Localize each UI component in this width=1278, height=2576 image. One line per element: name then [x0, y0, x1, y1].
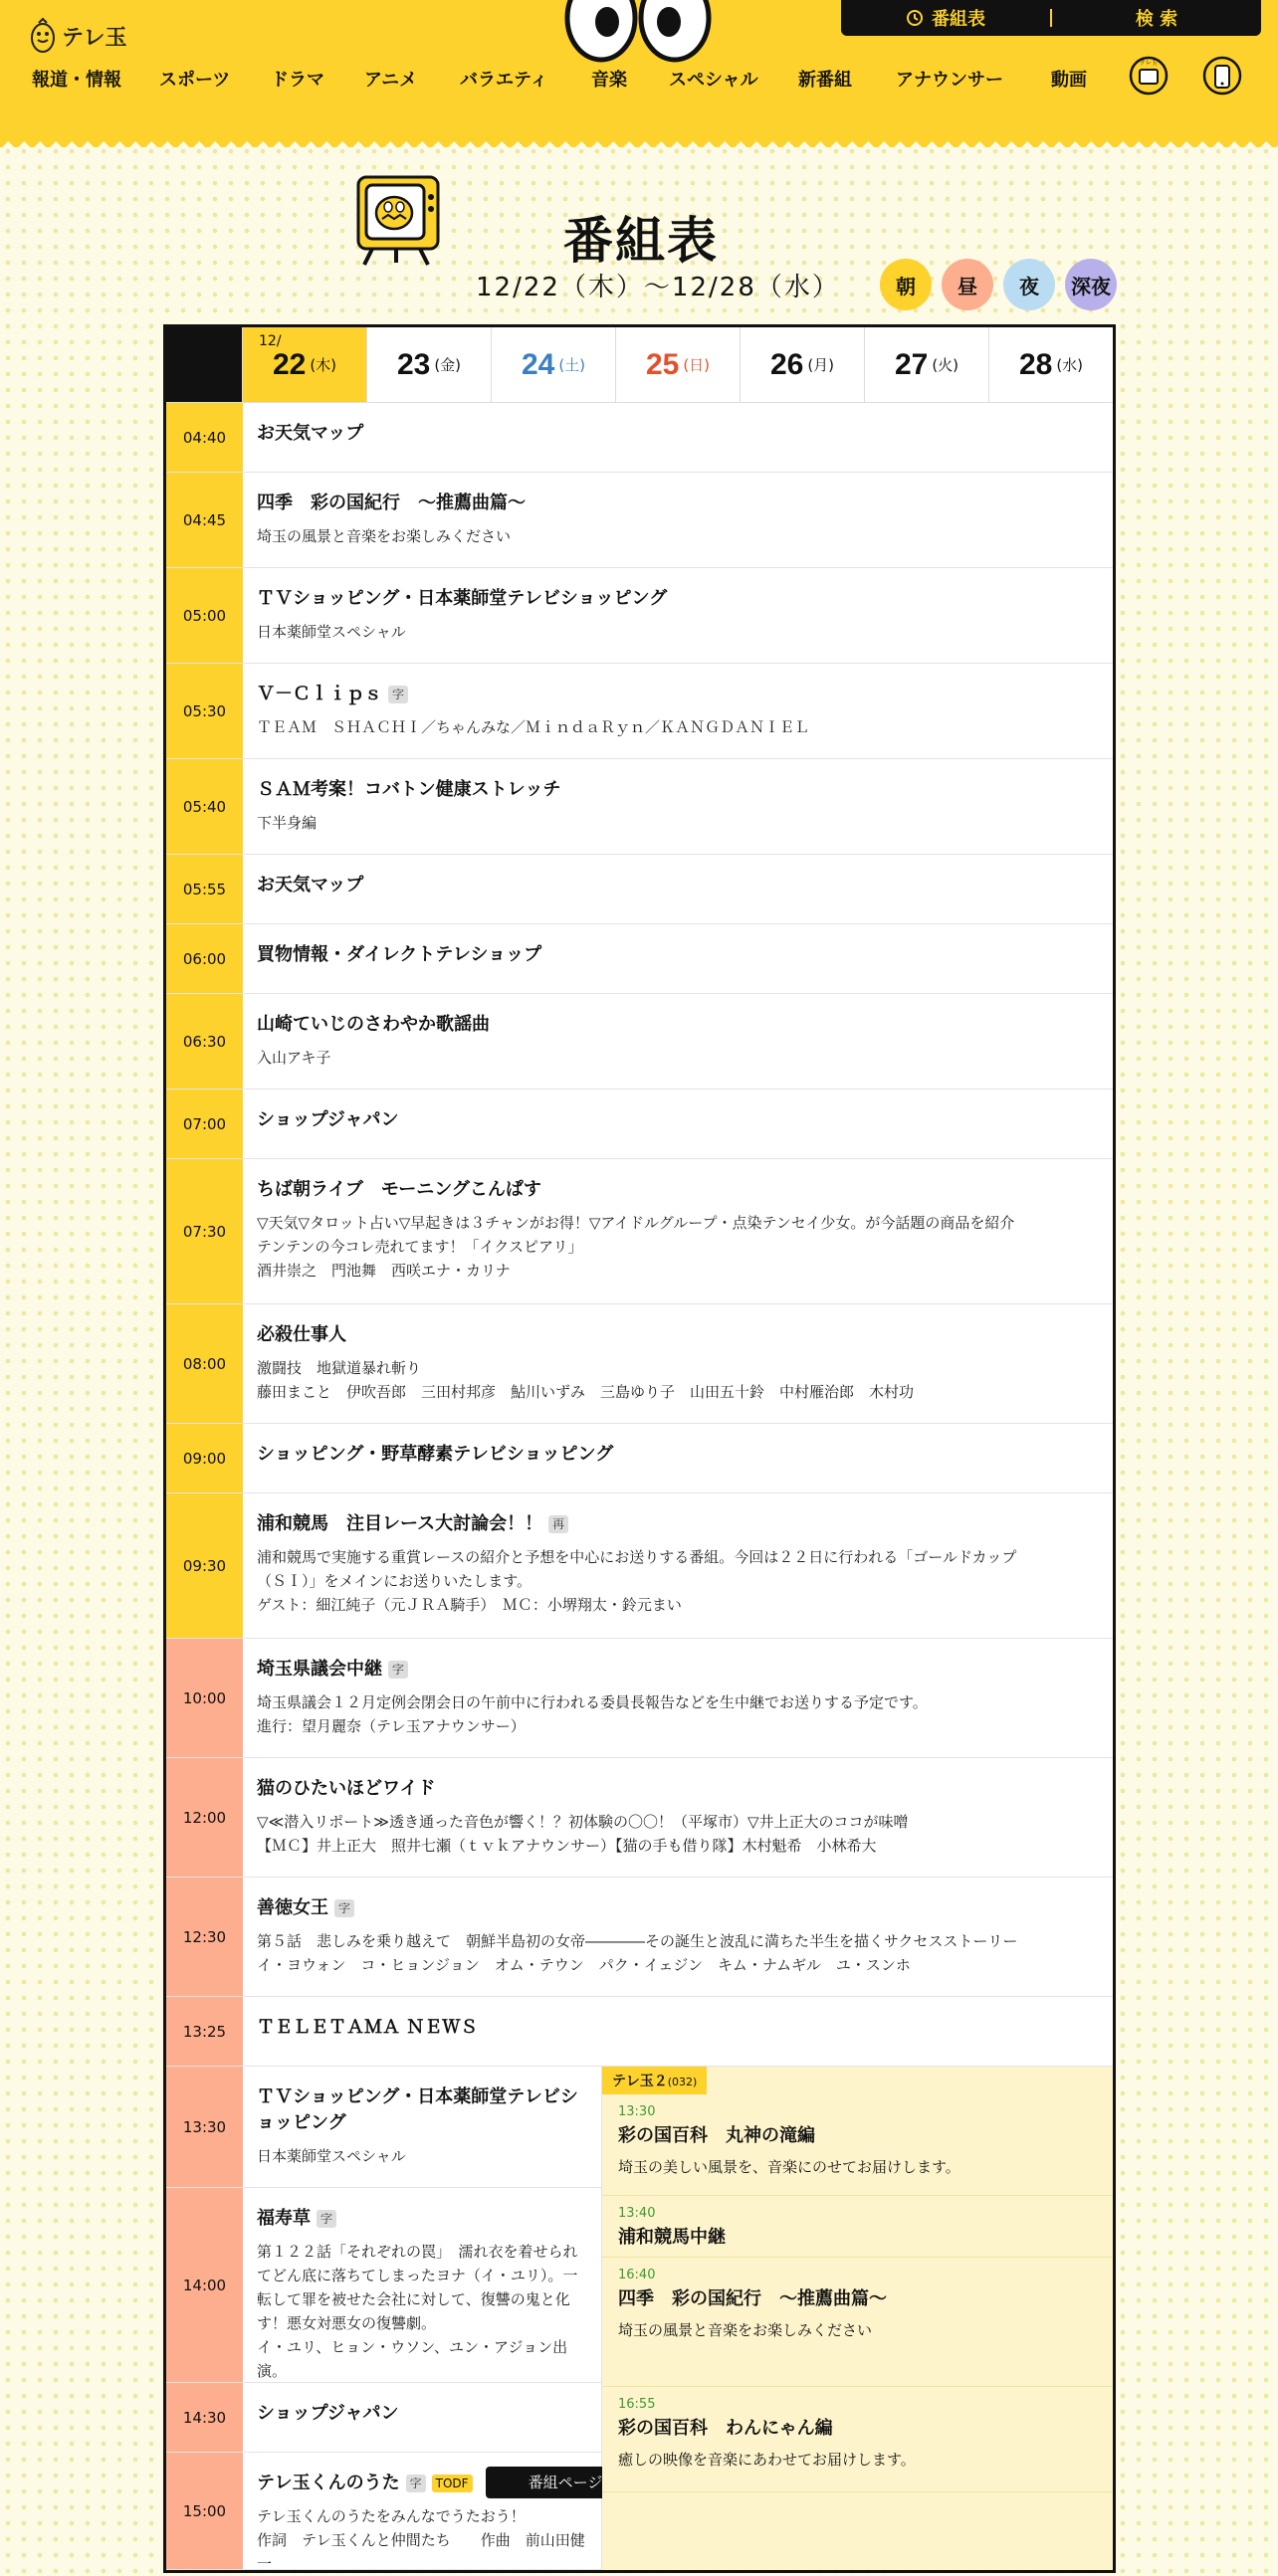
program-time: 07:00 [166, 1090, 243, 1158]
program-body [243, 1304, 1113, 1423]
description-line: 埼玉県議会１２月定例会閉会日の午前中に行われる委員長報告などを生中継でお送りする予定です。 [257, 1693, 928, 1711]
program-title[interactable]: ショップジャパン [257, 2403, 399, 2424]
program-time: 04:40 [166, 403, 243, 472]
program-title[interactable]: 買物情報・ダイレクトテレショップ [257, 944, 542, 965]
program-title-line [257, 1511, 1099, 1537]
caption-badge: 字 [388, 1661, 408, 1679]
caption-badge: 字 [388, 686, 408, 703]
day-tab-23[interactable] [366, 327, 491, 402]
program-title-line [257, 942, 1099, 968]
program-description [257, 2240, 587, 2383]
program-description [257, 2144, 587, 2168]
program-time: 05:55 [166, 855, 243, 923]
program-time: 06:00 [166, 924, 243, 993]
program-body [243, 759, 1113, 854]
tele2-program-title[interactable]: 四季 彩の国紀行 ～推薦曲篇～ [618, 2288, 887, 2309]
program-row[interactable] [166, 855, 1113, 924]
nav-sports[interactable]: スポーツ [159, 70, 231, 91]
tele2-program-description: 埼玉の美しい風景を、音楽にのせてお届けします。 [618, 2158, 960, 2176]
program-title[interactable]: 浦和競馬 注目レース大討論会！！ [257, 1513, 543, 1534]
program-description [257, 1211, 1099, 1283]
mascot-eyes-icon [563, 0, 713, 64]
program-body [243, 2383, 601, 2452]
program-time: 10:00 [166, 1639, 243, 1757]
day-tab-27[interactable] [864, 327, 988, 402]
program-row[interactable] [166, 924, 1113, 994]
title-area [0, 159, 1278, 318]
program-time: 12:00 [166, 1758, 243, 1877]
top-utility-bar [841, 0, 1261, 36]
program-title-line [257, 2206, 587, 2232]
program-title-line [257, 1442, 1099, 1468]
program-time: 05:30 [166, 664, 243, 758]
tele2-program-title[interactable]: 浦和競馬中継 [618, 2227, 726, 2248]
caption-badge: 字 [406, 2475, 426, 2492]
program-title[interactable]: ちば朝ライブ モーニングこんぱす [257, 1179, 541, 1200]
day-weekday: (金) [434, 356, 462, 374]
program-title[interactable]: 善徳女王 [257, 1897, 328, 1918]
day-header-row [166, 327, 1113, 403]
program-page-button[interactable]: 番組ページ [486, 2467, 645, 2498]
program-row[interactable] [166, 2067, 601, 2188]
nav-videos[interactable]: 動画 [1051, 70, 1087, 91]
program-row[interactable] [166, 1159, 1113, 1304]
program-body [243, 473, 1113, 567]
program-description [257, 524, 1099, 548]
site-logo[interactable] [30, 16, 127, 56]
nav-special[interactable]: スペシャル [669, 70, 758, 91]
description-line: 藤田まこと 伊吹吾郎 三田村邦彦 鮎川いずみ 三島ゆり子 山田五十鈴 中村雁治郎 木村功 [257, 1383, 915, 1401]
description-line: 酒井崇之 門池舞 西咲エナ・カリナ [257, 1262, 511, 1280]
search-link-label: 検 索 [1135, 9, 1178, 30]
description-line: 進行：望月麗奈（テレ玉アナウンサー） [257, 1717, 526, 1735]
description-line: 日本薬師堂スペシャル [257, 623, 406, 641]
day-weekday: (土) [558, 356, 586, 374]
program-title-line [257, 682, 1099, 707]
program-description [257, 1690, 1099, 1738]
program-title[interactable]: テレ玉くんのうた [257, 2473, 400, 2493]
program-row[interactable] [166, 2188, 601, 2383]
program-title[interactable]: ＴＶショッピング・日本薬師堂テレビショッピング [257, 588, 668, 609]
description-line: 激闘技 地獄道暴れ斬り [257, 1359, 422, 1377]
tele2-program[interactable] [602, 2258, 1113, 2387]
program-row[interactable] [166, 1493, 1113, 1639]
program-time: 14:30 [166, 2383, 243, 2452]
program-title[interactable]: 猫のひたいほどワイド [257, 1778, 436, 1799]
program-title-line [257, 1322, 1099, 1348]
program-title-line [257, 1895, 1099, 1921]
program-body [243, 924, 1113, 993]
day-number: 24 [521, 347, 555, 381]
description-line: 下半身編 [257, 814, 318, 832]
program-row[interactable] [166, 403, 1113, 473]
tele2-program-time: 13:30 [618, 2104, 656, 2119]
program-time: 09:00 [166, 1424, 243, 1492]
nav-announcers[interactable]: アナウンサー [896, 70, 1003, 91]
program-time: 05:40 [166, 759, 243, 854]
tod-late-night-button[interactable]: 深夜 [1065, 259, 1117, 310]
program-time: 13:30 [166, 2067, 243, 2187]
program-title[interactable]: ショップジャパン [257, 1109, 399, 1130]
program-time: 05:00 [166, 568, 243, 663]
tele2-program-title[interactable]: 彩の国百科 丸神の滝編 [618, 2125, 815, 2146]
mobile-app-icon[interactable] [1202, 54, 1242, 98]
program-description [257, 811, 1099, 835]
program-description [257, 1545, 1099, 1617]
nav-drama[interactable]: ドラマ [271, 70, 324, 91]
description-line: テンテンの今コレ売れてます！「イクスピアリ」 [257, 1238, 583, 1256]
program-title[interactable]: 福寿草 [257, 2208, 311, 2229]
program-body [243, 2453, 603, 2573]
program-row[interactable] [166, 473, 1113, 568]
program-title[interactable]: ＴＶショッピング・日本薬師堂テレビショッピング [257, 2086, 578, 2133]
program-title[interactable]: 埼玉県議会中継 [257, 1659, 382, 1680]
day-number: 27 [894, 347, 929, 381]
program-title-line [257, 873, 1099, 898]
date-range: 12/22（木）〜12/28（水） [476, 273, 840, 302]
description-line: 第５話 悲しみを乗り越えて 朝鮮半島初の女帝――――その誕生と波乱に満ちた半生を描くサクセスストーリー [257, 1932, 1018, 1950]
description-line: （ＳＩ）」をメインにお送りいたします。 [257, 1572, 532, 1590]
program-time: 13:25 [166, 1997, 243, 2066]
description-line: イ・ユリ、ヒョン・ウソン、ユン・アジョン出演。 [257, 2338, 568, 2380]
day-number: 28 [1018, 347, 1053, 381]
program-title-line [257, 2401, 587, 2427]
day-number: 22 [272, 347, 307, 381]
program-time: 14:00 [166, 2188, 243, 2382]
split-left-column [166, 2067, 603, 2573]
program-row[interactable] [166, 2383, 601, 2453]
day-weekday: (月) [807, 356, 835, 374]
program-time: 15:00 [166, 2453, 243, 2569]
day-header-corner [166, 327, 242, 402]
logo-text: テレ玉 [62, 25, 127, 51]
program-time: 04:45 [166, 473, 243, 567]
main-nav [0, 66, 1278, 96]
tv-mascot-icon [350, 167, 450, 267]
schedule-table [163, 324, 1116, 2573]
program-time: 12:30 [166, 1878, 243, 1996]
day-month: 12/ [259, 333, 282, 349]
program-description [257, 2504, 587, 2576]
program-title[interactable]: ショッピング・野草酵素テレビショッピング [257, 1444, 614, 1465]
day-number: 25 [645, 347, 680, 381]
site-header [0, 0, 1278, 139]
program-body [243, 1758, 1113, 1877]
tele2-channel-number: (032) [667, 2076, 698, 2088]
program-body [243, 1424, 1113, 1492]
description-line: ゲスト：細江純子（元ＪＲＡ騎手） ＭＣ：小堺翔太・鈴元まい [257, 1596, 682, 1614]
description-line: 埼玉の風景と音楽をお楽しみください [257, 527, 512, 545]
program-description [257, 1810, 1099, 1858]
program-row[interactable] [166, 568, 1113, 664]
description-line: テレ玉くんのうたをみんなでうたおう！ [257, 2507, 526, 2525]
program-description [257, 620, 1099, 644]
program-title-line [257, 1107, 1099, 1133]
header-zigzag-edge [0, 133, 1278, 147]
program-title-line [257, 586, 1099, 612]
nav-music[interactable]: 音楽 [591, 70, 627, 91]
program-title[interactable]: ＴＥＬＥＴＡＭＡ ＮＥＷＳ [257, 2017, 479, 2038]
program-body [243, 403, 1113, 472]
description-line: ＴＥＡＭ ＳＨＡＣＨＩ／ちゃんみな／ＭｉｎｄａＲｙｎ／ＫＡＮＧＤＡＮＩＥＬ [257, 718, 810, 736]
page-title: 番組表 [563, 212, 719, 270]
program-row[interactable] [166, 994, 1113, 1090]
program-time: 08:00 [166, 1304, 243, 1423]
program-time: 06:30 [166, 994, 243, 1089]
program-row[interactable] [166, 759, 1113, 855]
program-description [257, 1046, 1099, 1070]
day-weekday: (木) [310, 356, 337, 374]
program-row[interactable] [166, 1304, 1113, 1424]
program-title-line [257, 777, 1099, 803]
program-title[interactable]: 必殺仕事人 [257, 1324, 346, 1345]
nav-new-programs[interactable]: 新番組 [798, 70, 852, 91]
day-tab-25[interactable] [615, 327, 740, 402]
program-title-line [257, 1012, 1099, 1038]
teletama-mascot-icon [30, 18, 56, 54]
tele2-column [602, 2067, 1113, 2570]
tod-night-button[interactable]: 夜 [1003, 259, 1055, 310]
program-row[interactable] [166, 664, 1113, 759]
clock-icon [906, 9, 924, 27]
tele2-program-description: 癒しの映像を音楽にあわせてお届けします。 [618, 2451, 916, 2469]
description-line: 第１２２話「それぞれの罠」 濡れ衣を着せられてどん底に落ちてしまったヨナ（イ・ユリ）。一転して罪を被せた会社に対して、復讐の鬼と化す！悪女対悪女の復讐劇。 [257, 2243, 578, 2332]
caption-badge: 字 [334, 1899, 354, 1917]
nav-variety[interactable]: バラエティ [460, 70, 548, 91]
program-title-line [257, 2084, 587, 2136]
description-line: 作詞 テレ玉くんと仲間たち 作曲 前山田健一 [257, 2531, 585, 2573]
program-title-line [257, 421, 1099, 447]
caption-badge: 再 [548, 1515, 568, 1533]
program-row[interactable] [166, 1878, 1113, 1997]
program-title[interactable]: Ｖ－Ｃｌｉｐｓ [257, 684, 382, 704]
program-body [243, 2067, 601, 2187]
nav-news[interactable]: 報道・情報 [32, 70, 121, 91]
search-link[interactable] [1052, 5, 1261, 31]
program-row[interactable] [166, 1424, 1113, 1493]
program-title-line [257, 1177, 1099, 1203]
program-row[interactable] [166, 1997, 1113, 2067]
day-number: 26 [769, 347, 804, 381]
program-body [243, 1997, 1113, 2066]
program-title[interactable]: お天気マップ [257, 423, 364, 444]
program-body [243, 1090, 1113, 1158]
tv-station-icon[interactable] [1129, 54, 1169, 98]
tele2-program[interactable] [602, 2196, 1113, 2258]
program-body [243, 1493, 1113, 1638]
tod-morning-button[interactable]: 朝 [880, 259, 932, 310]
program-row[interactable] [166, 2453, 603, 2573]
program-body [243, 1159, 1113, 1303]
tele2-channel-name: テレ玉２ [612, 2074, 668, 2089]
description-line: 入山アキ子 [257, 1049, 331, 1067]
day-weekday: (水) [1056, 356, 1084, 374]
description-line: 【ＭＣ】井上正大 照井七瀬（ｔｖｋアナウンサー）【猫の手も借り隊】木村魁希 小林希大 [257, 1837, 877, 1855]
program-body [243, 1878, 1113, 1996]
description-line: 浦和競馬で実施する重賞レースの紹介と予想を中心にお送りする番組。今回は２２日に行われる「ゴールドカップ [257, 1548, 1017, 1566]
program-time: 09:30 [166, 1493, 243, 1638]
schedule-link[interactable] [841, 5, 1050, 31]
program-title[interactable]: 四季 彩の国紀行 ～推薦曲篇～ [257, 493, 526, 513]
day-weekday: (火) [932, 356, 959, 374]
program-row[interactable] [166, 1090, 1113, 1159]
description-line: イ・ヨウォン コ・ヒョンジョン オム・テウン パク・イェジン キム・ナムギル ユ・スンホ [257, 1956, 911, 1974]
program-title[interactable]: 山崎ていじのさわやか歌謡曲 [257, 1014, 490, 1035]
tele2-program-title[interactable]: 彩の国百科 わんにゃん編 [618, 2418, 833, 2439]
program-body [243, 2188, 601, 2382]
day-tab-24[interactable] [491, 327, 615, 402]
program-title-line [257, 491, 1099, 516]
todf-badge: TODF [432, 2475, 473, 2492]
program-time: 07:30 [166, 1159, 243, 1303]
caption-badge: 字 [317, 2210, 336, 2228]
program-title-line [257, 2015, 1099, 2041]
tele2-program[interactable] [602, 2094, 1113, 2196]
description-line: ▽天気▽タロット占い▽早起きは３チャンがお得！▽アイドルグループ・点染テンセイ少女。が今話題の商品を紹介 [257, 1214, 1015, 1232]
program-row[interactable] [166, 1758, 1113, 1878]
description-line: 日本薬師堂スペシャル [257, 2147, 406, 2165]
tele2-program-description: 埼玉の風景と音楽をお楽しみください [618, 2321, 873, 2339]
program-title-line [257, 1657, 1099, 1683]
program-row[interactable] [166, 1639, 1113, 1758]
tele2-channel-tag [602, 2067, 707, 2094]
program-title[interactable]: ＳＡＭ考案！コバトン健康ストレッチ [257, 779, 561, 800]
day-number: 23 [396, 347, 431, 381]
tele2-program-time: 16:55 [618, 2397, 656, 2412]
schedule-link-label: 番組表 [932, 9, 985, 30]
tele2-program-time: 16:40 [618, 2268, 656, 2282]
tele2-program-time: 13:40 [618, 2206, 656, 2221]
tele2-program[interactable] [602, 2387, 1113, 2492]
day-tab-28[interactable] [988, 327, 1113, 402]
program-title[interactable]: お天気マップ [257, 875, 364, 895]
day-tab-22[interactable] [242, 327, 366, 402]
program-body [243, 1639, 1113, 1757]
program-body [243, 855, 1113, 923]
program-body [243, 568, 1113, 663]
program-body [243, 994, 1113, 1089]
tod-noon-button[interactable]: 昼 [942, 259, 993, 310]
program-description [257, 1356, 1099, 1404]
split-section [166, 2067, 1113, 2573]
program-body [243, 664, 1113, 758]
day-weekday: (日) [683, 356, 711, 374]
day-tab-26[interactable] [740, 327, 864, 402]
nav-anime[interactable]: アニメ [364, 70, 418, 91]
description-line: ▽≪潜入リポート≫透き通った音色が響く！？初体験の〇〇！（平塚市）▽井上正大のココが味噌 [257, 1813, 909, 1831]
program-description [257, 715, 1099, 739]
svg-text:テレ玉: テレ玉 [1140, 60, 1158, 67]
program-description [257, 1929, 1099, 1977]
program-title-line [257, 1776, 1099, 1802]
